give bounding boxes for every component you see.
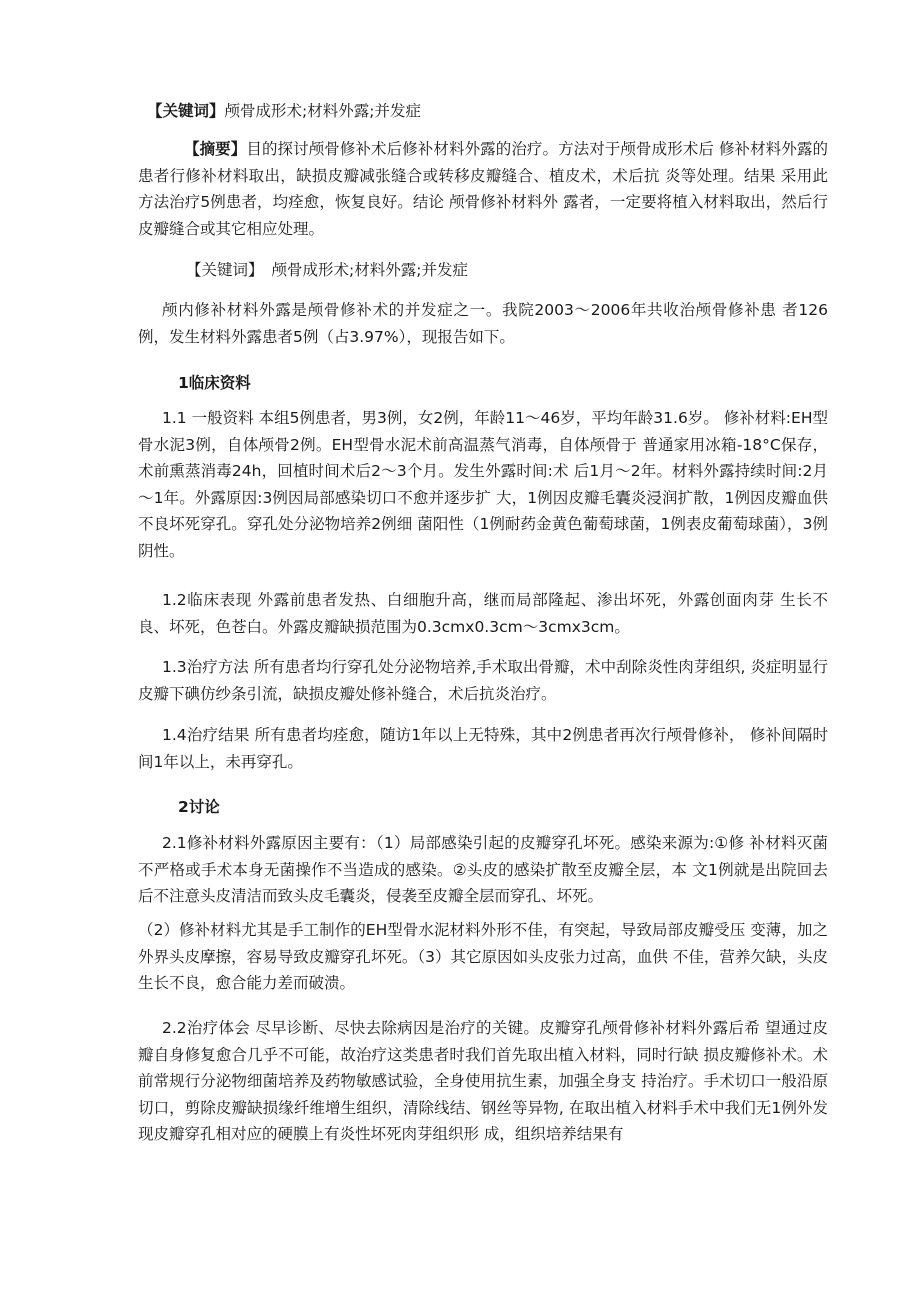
abstract-text: 目的探讨颅骨修补术后修补材料外露的治疗。方法对于颅骨成形术后 修补材料外露的患者行修补材料取出，缺损皮瓣减张缝合或转移皮瓣缝合、植皮术，术后抗 炎等处理。结果 采用此方法治疗5例患者，均痊愈，恢复良好。结论 颅骨修补材料外 露者，一定要将植入材料取出，然后行皮瓣缝合或其它相应处理。	[138, 140, 828, 238]
section2-para3: 2.2治疗体会 尽早诊断、尽快去除病因是治疗的关键。皮瓣穿孔颅骨修补材料外露后希 望通过皮瓣自身修复愈合几乎不可能，故治疗这类患者时我们首先取出植入材料，同时行缺 损皮瓣修补术。术前常规行分泌物细菌培养及药物敏感试验，全身使用抗生素，加强全身支 持治疗。手术切口一般沿原切口，剪除皮瓣缺损缘纤维增生组织，清除线结、钢丝等异物, 在取出植入材料手术中我们无1例外发现皮瓣穿孔相对应的硬膜上有炎性坏死肉芽组织形 成，组织培养结果有	[138, 1019, 828, 1143]
keywords-top-text: 颅骨成形术;材料外露;并发症	[224, 102, 421, 120]
keywords-top-label: 【关键词】	[147, 102, 225, 120]
abstract-paragraph	[138, 136, 828, 242]
section2-heading: 2讨论	[178, 798, 220, 816]
intro-paragraph: 颅内修补材料外露是颅骨修补术的并发症之一。我院2003～2006年共收治颅骨修补患 者126例，发生材料外露患者5例（占3.97%），现报告如下。	[138, 301, 828, 346]
section2-para2: （2）修补材料尤其是手工制作的EH型骨水泥材料外形不佳，有突起，导致局部皮瓣受压 变薄，加之外界头皮摩擦，容易导致皮瓣穿孔坏死。（3）其它原因如头皮张力过高，血供 不佳，营养欠缺，头皮生长不良，愈合能力差而破溃。	[138, 921, 828, 992]
keywords-second-text: 颅骨成形术;材料外露;并发症	[271, 261, 468, 279]
section2-para1: 2.1修补材料外露原因主要有：（1）局部感染引起的皮瓣穿孔坏死。感染来源为:①修 补材料灭菌不严格或手术本身无菌操作不当造成的感染。②头皮的感染扩散至皮瓣全层，本 文1例就是出院回去后不注意头皮清洁而致头皮毛囊炎，侵袭至皮瓣全层而穿孔、坏死。	[138, 834, 828, 905]
section1-heading: 1临床资料	[178, 374, 251, 392]
section1-para4: 1.4治疗结果 所有患者均痊愈，随访1年以上无特殊，其中2例患者再次行颅骨修补， 修补间隔时间1年以上，未再穿孔。	[138, 726, 828, 771]
keywords-top	[147, 98, 827, 125]
section1-para3: 1.3治疗方法 所有患者均行穿孔处分泌物培养,手术取出骨瓣，术中刮除炎性肉芽组织, 炎症明显行皮瓣下碘仿纱条引流，缺损皮瓣处修补缝合，术后抗炎治疗。	[138, 658, 828, 703]
section1-para1: 1.1 一般资料 本组5例患者，男3例，女2例，年龄11～46岁，平均年龄31.6岁。 修补材料:EH型骨水泥3例，自体颅骨2例。EH型骨水泥术前高温蒸气消毒，自体颅骨于 普通家用冰箱-18°C保存，术前熏蒸消毒24h，回植时间术后2～3个月。发生外露时间:术 后1月～2年。材料外露持续时间:2月～1年。外露原因:3例因局部感染切口不愈并逐步扩 大，1例因皮瓣毛囊炎浸润扩散，1例因皮瓣血供不良坏死穿孔。穿孔处分泌物培养2例细 菌阳性（1例耐药金黄色葡萄球菌，1例表皮葡萄球菌），3例阴性。	[138, 409, 828, 560]
keywords-second-label: 【关键词】	[186, 261, 264, 279]
keywords-second	[186, 257, 826, 284]
section1-para2: 1.2临床表现 外露前患者发热、白细胞升高，继而局部隆起、渗出坏死，外露创面肉芽 生长不良、坏死，色苍白。外露皮瓣缺损范围为0.3cmx0.3cm～3cmx3cm。	[138, 591, 828, 636]
abstract-label: 【摘要】	[184, 140, 247, 158]
